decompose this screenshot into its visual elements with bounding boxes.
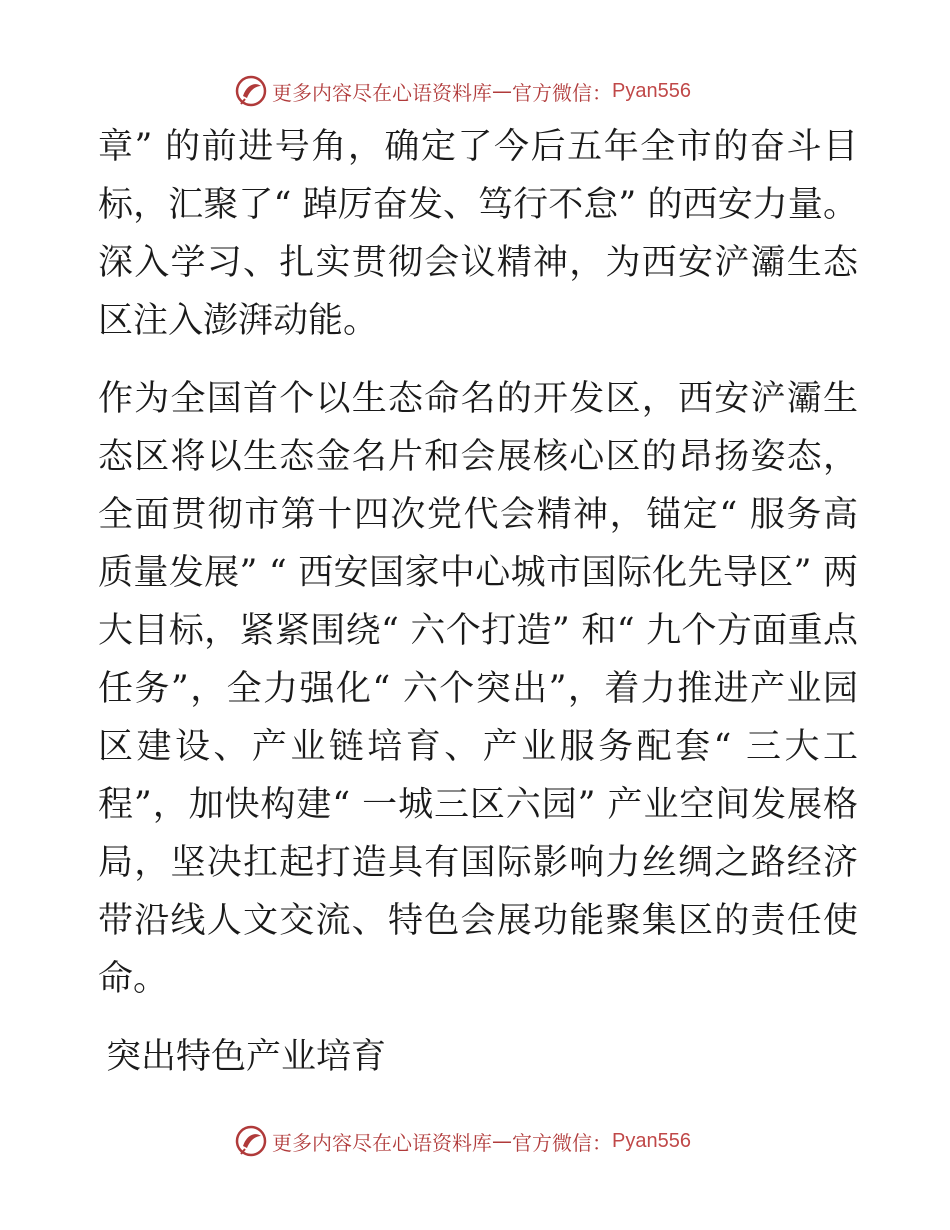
paragraph-2: 作为全国首个以生态命名的开发区，西安浐灞生态区将以生态金名片和会展核心区的昂扬姿态，全面贯彻市第十四次党代会精神，锚定“ 服务高质量发展” “ 西安国家中心城市国际化先导区” 两大目标，紧紧围绕“ 六个打造” 和“ 九个方面重点任务”，全力强化“ 六个突出”，着力推进产业园区建设、产业链培育、产业服务配套“ 三大工程”，加快构建“ 一城三区六园” 产业空间发展格局，坚决扛起打造具有国际影响力丝绸之路经济带沿线人文交流、特色会展功能聚集区的责任使命。 bbox=[98, 379, 858, 999]
logo-icon bbox=[234, 1124, 268, 1158]
document-body bbox=[98, 118, 858, 1086]
watermark-separator: — bbox=[492, 79, 512, 103]
section-heading: 突出特色产业培育 bbox=[106, 1037, 387, 1077]
watermark-separator: — bbox=[492, 1129, 512, 1153]
watermark-wechat-label: 官方微信： bbox=[512, 1130, 612, 1155]
watermark-text: 更多内容尽在心语资料库 bbox=[272, 1130, 492, 1155]
footer-watermark bbox=[234, 1124, 734, 1158]
paragraph-1: 章” 的前进号角，确定了今后五年全市的奋斗目标，汇聚了“ 踔厉奋发、笃行不怠” 的西安力量。深入学习、扎实贯彻会议精神，为西安浐灞生态区注入澎湃动能。 bbox=[98, 127, 858, 341]
watermark-wechat-id: Pyan556 bbox=[612, 79, 691, 102]
header-watermark bbox=[234, 74, 734, 108]
watermark-text: 更多内容尽在心语资料库 bbox=[272, 80, 492, 105]
watermark-wechat-id: Pyan556 bbox=[612, 1129, 691, 1152]
watermark-wechat-label: 官方微信： bbox=[512, 80, 612, 105]
logo-icon bbox=[234, 74, 268, 108]
